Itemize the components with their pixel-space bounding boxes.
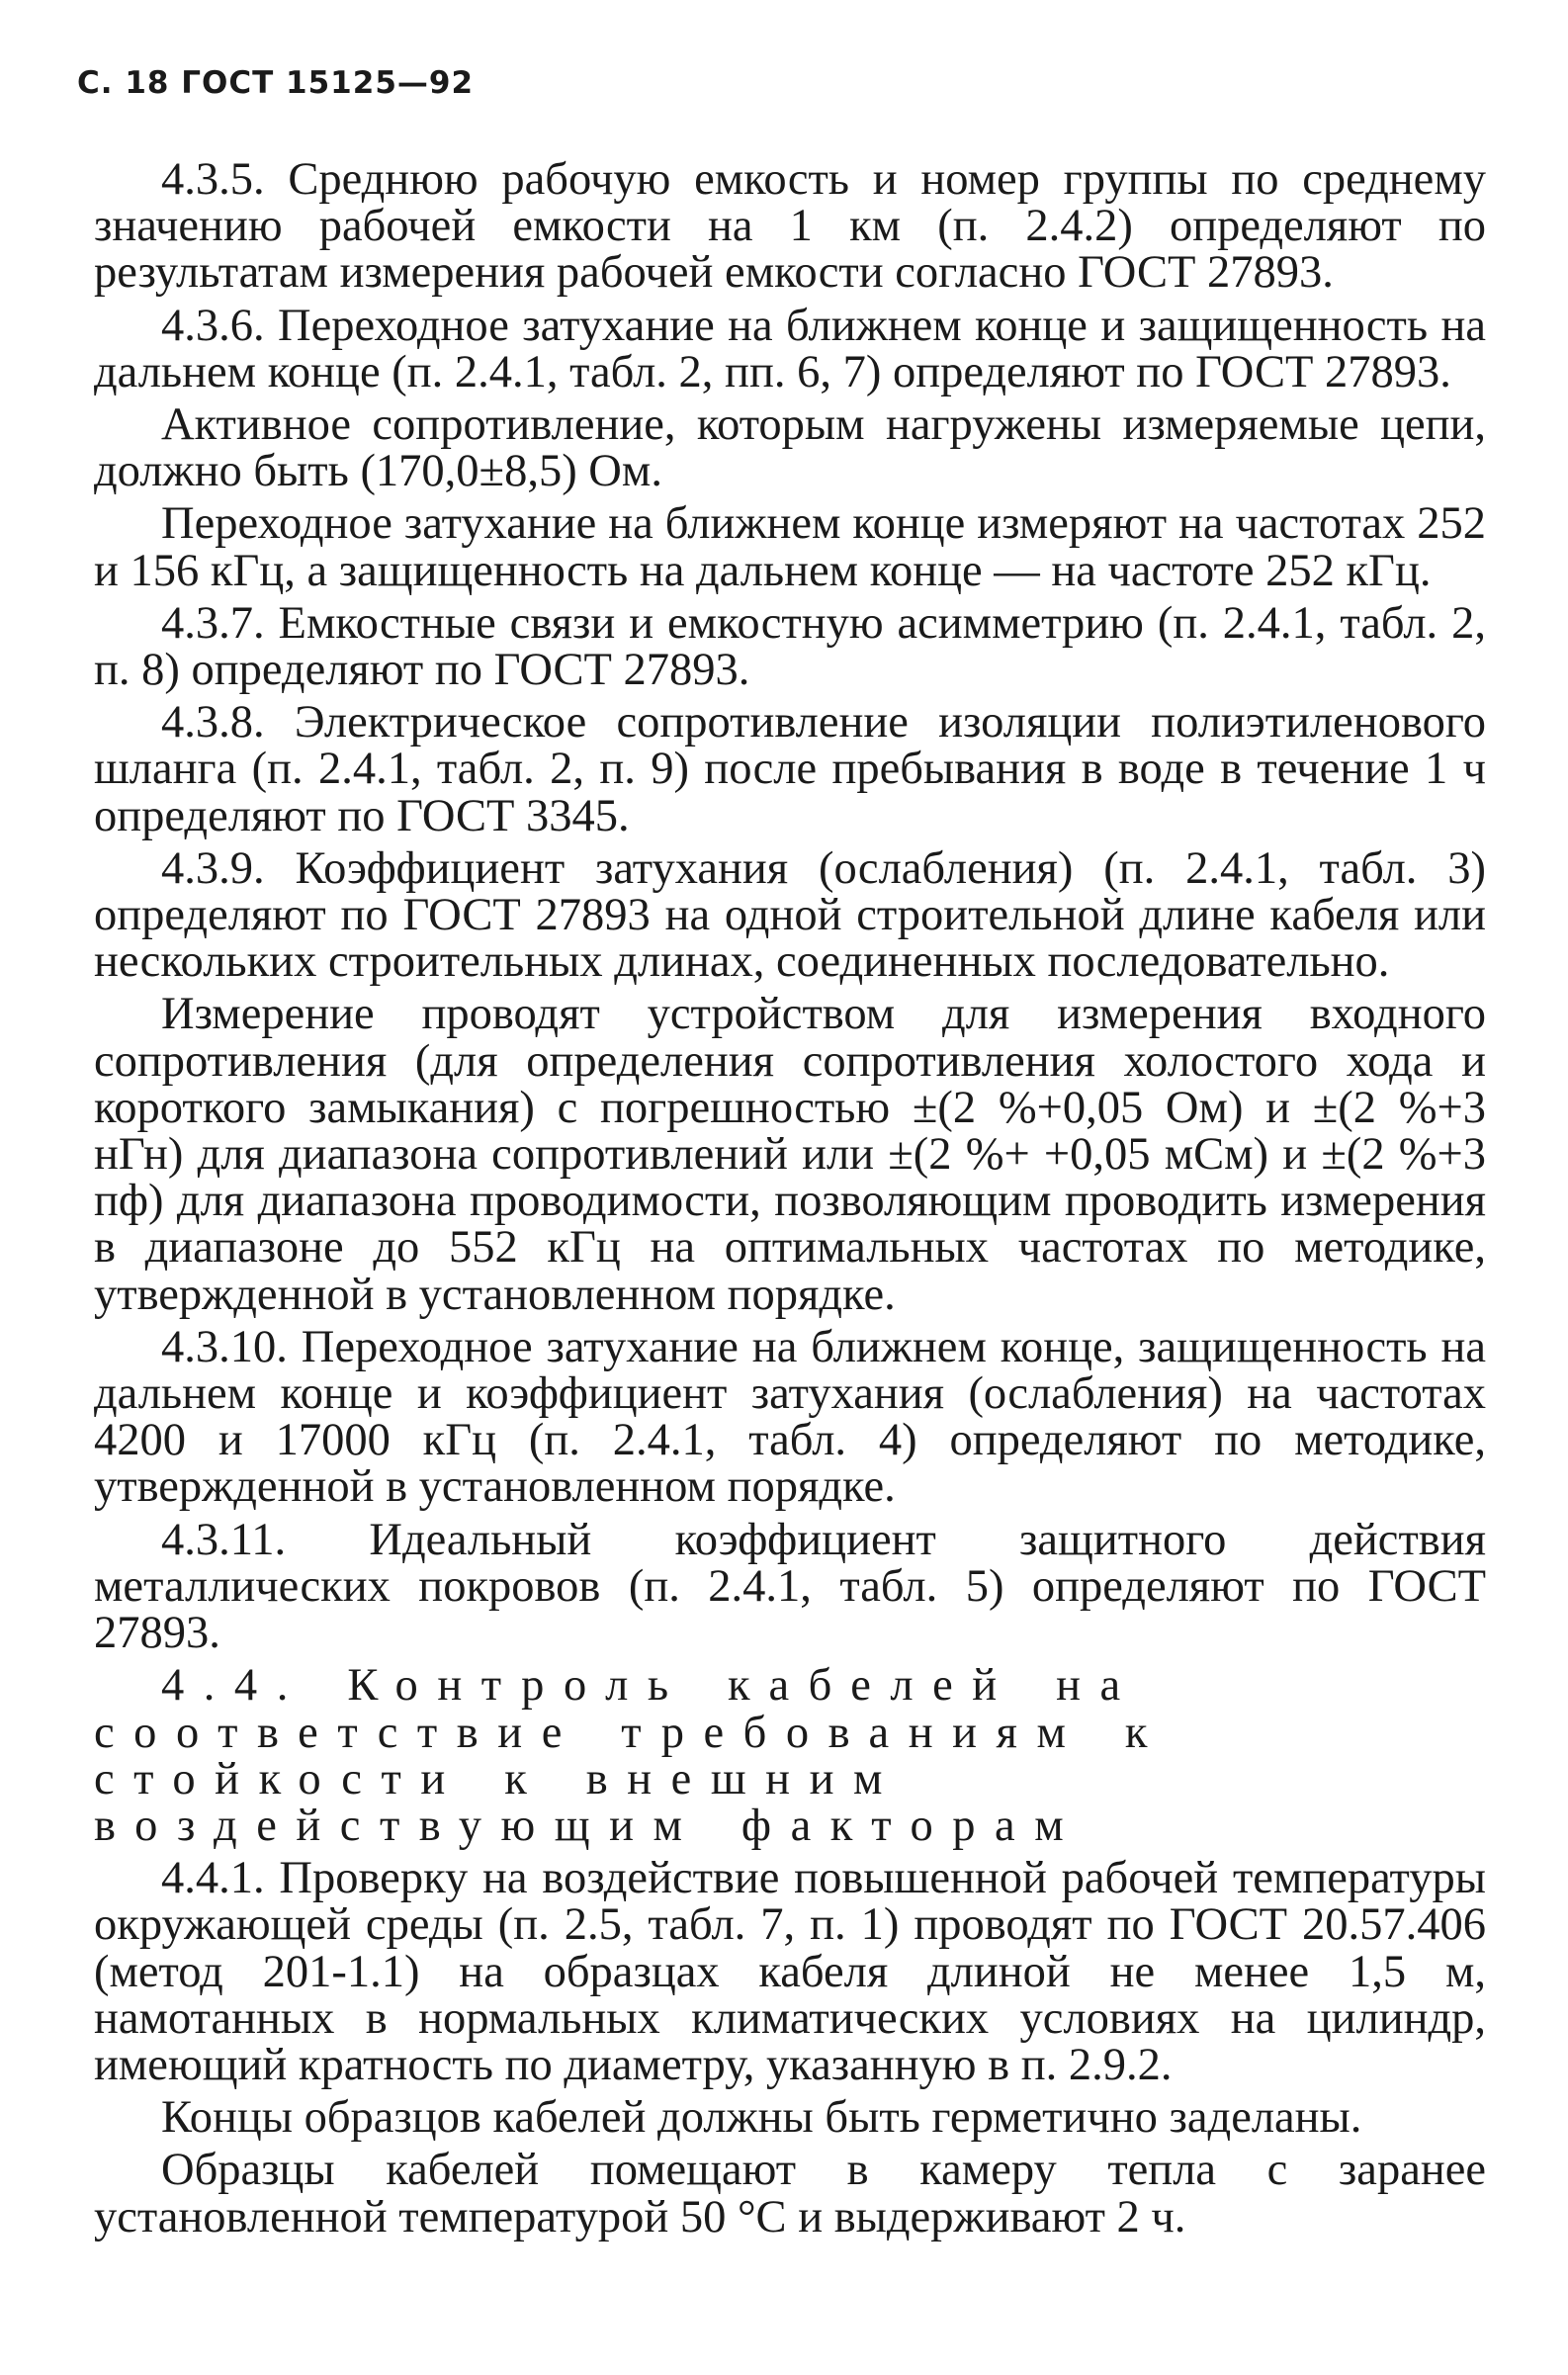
paragraph-crosstalk-frequencies: Переходное затухание на ближнем конце измеряют на частотах 252 и 156 кГц, а защищенность на дальнем конце — на частоте 252 кГц.	[94, 498, 1486, 596]
paragraph-4-3-6: 4.3.6. Переходное затухание на ближнем конце и защищенность на дальнем конце (п. 2.4.1, табл. 2, пп. 6, 7) определяют по ГОСТ 27893.	[94, 300, 1486, 397]
paragraph-measurement-device: Измерение проводят устройством для измерения входного сопротивления (для определения сопротивления холостого хода и короткого замыкания) с погрешностью ±(2 %+0,05 Ом) и ±(2 %+3 нГн) для диапазона сопротивлений или ±(2 %+ +0,05 мСм) и ±(2 %+3 пф) для диапазона проводимости, позволяющим проводить измерения в диапазоне до 552 кГц на оптимальных частотах по методике, утвержденной в установленном порядке.	[94, 989, 1486, 1320]
paragraph-heat-chamber: Образцы кабелей помещают в камеру тепла с заранее установленной температурой 50 °С и выдерживают 2 ч.	[94, 2145, 1486, 2243]
paragraph-4-3-10: 4.3.10. Переходное затухание на ближнем конце, защищенность на дальнем конце и коэффициент затухания (ослабления) на частотах 4200 и 17000 кГц (п. 2.4.1, табл. 4) определяют по методике, утвержденной в установленном порядке.	[94, 1321, 1486, 1513]
paragraph-4-3-5: 4.3.5. Среднюю рабочую емкость и номер группы по среднему значению рабочей емкости на 1 км (п. 2.4.2) определяют по результатам измерения рабочей емкости согласно ГОСТ 27893.	[94, 154, 1486, 299]
section-heading-4-4: 4.4. Контроль кабелей на соответствие требованиям к стойкости к внешним воздействующим факторам	[94, 1660, 1167, 1851]
paragraph-active-resistance: Активное сопротивление, которым нагружены измеряемые цепи, должно быть (170,0±8,5) Ом.	[94, 399, 1486, 497]
running-head: С. 18 ГОСТ 15125—92	[77, 65, 475, 101]
body-text	[94, 156, 1486, 2246]
paragraph-4-3-7: 4.3.7. Емкостные связи и емкостную асимметрию (п. 2.4.1, табл. 2, п. 8) определяют по ГОСТ 27893.	[94, 597, 1486, 696]
paragraph-4-4-1: 4.4.1. Проверку на воздействие повышенной рабочей температуры окружающей среды (п. 2.5, табл. 7, п. 1) проводят по ГОСТ 20.57.406 (метод 201-1.1) на образцах кабеля длиной не менее 1,5 м, намотанных в нормальных климатических условиях на цилиндр, имеющий кратность по диаметру, указанную в п. 2.9.2.	[94, 1853, 1486, 2090]
paragraph-4-3-11: 4.3.11. Идеальный коэффициент защитного действия металлических покровов (п. 2.4.1, табл. 5) определяют по ГОСТ 27893.	[94, 1514, 1486, 1659]
paragraph-4-3-9: 4.3.9. Коэффициент затухания (ослабления) (п. 2.4.1, табл. 3) определяют по ГОСТ 27893 на одной строительной длине кабеля или нескольких строительных длинах, соединенных последовательно.	[94, 842, 1486, 988]
paragraph-4-3-8: 4.3.8. Электрическое сопротивление изоляции полиэтиленового шланга (п. 2.4.1, табл. 2, п. 9) после пребывания в воде в течение 1 ч определяют по ГОСТ 3345.	[94, 697, 1486, 841]
paragraph-sample-ends: Концы образцов кабелей должны быть герметично заделаны.	[161, 2092, 1362, 2144]
